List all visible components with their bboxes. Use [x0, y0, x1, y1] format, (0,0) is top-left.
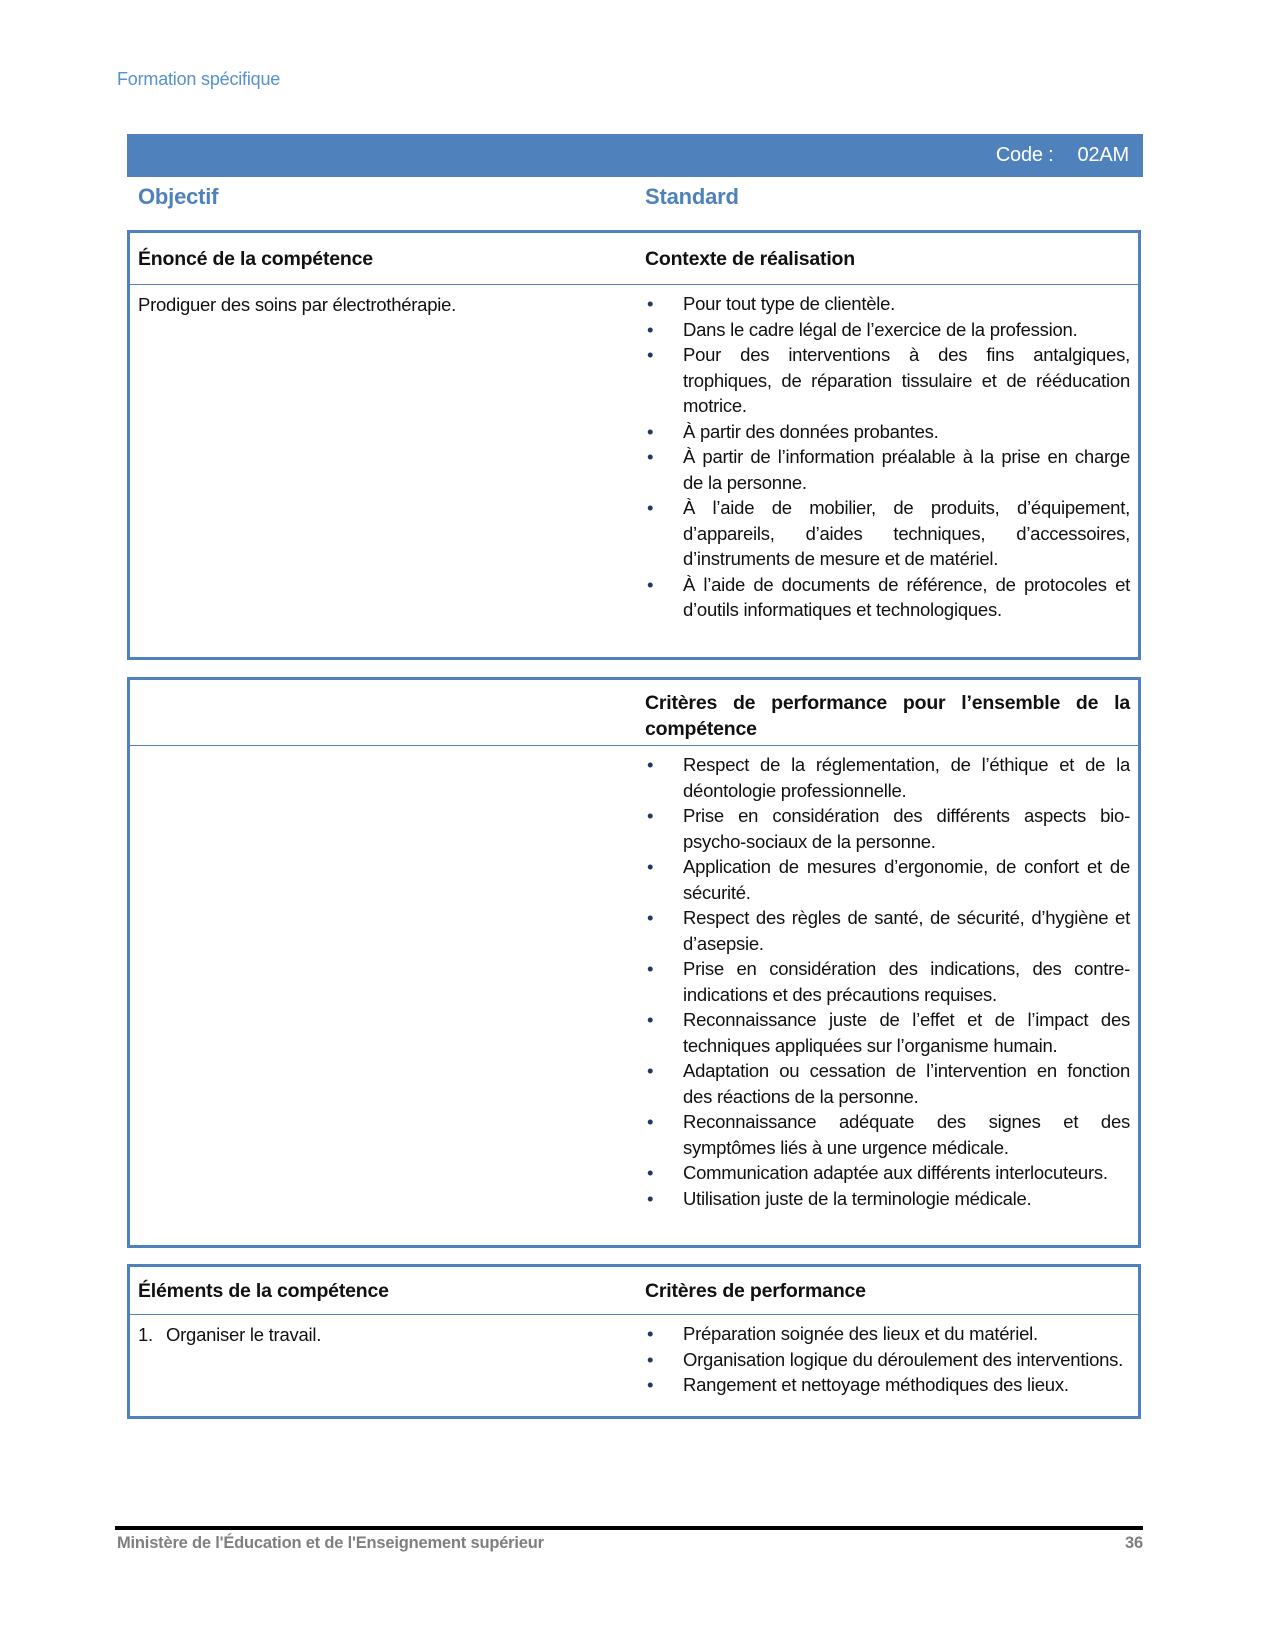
bullet-item: • À l’aide de mobilier, de produits, d’équipement, d’appareils, d’aides techniques, d’accessoires, d’instruments de mesure et de matériel. [645, 495, 1130, 572]
footer-ministry: Ministère de l'Éducation et de l'Enseignement supérieur [117, 1534, 544, 1552]
bullet-item: • À partir de l’information préalable à la prise en charge de la personne. [645, 444, 1130, 495]
bullet-item: • Pour des interventions à des fins antalgiques, trophiques, de réparation tissulaire et de rééducation motrice. [645, 342, 1130, 419]
objectif-title: Objectif [138, 184, 219, 209]
bullet-item: • Prise en considération des différents aspects bio-psycho-sociaux de la personne. [645, 803, 1130, 854]
table-elements-criteres [127, 1264, 1141, 1419]
bullet-item: • Adaptation ou cessation de l’intervention en fonction des réactions de la personne. [645, 1058, 1130, 1109]
criteres-bullet-list [645, 1321, 1130, 1398]
footer-page-number: 36 [1125, 1534, 1143, 1552]
code-band [127, 134, 1143, 177]
contexte-bullet-list [645, 291, 1130, 623]
bullet-item: • À l’aide de documents de référence, de protocoles et d’outils informatiques et technologiques. [645, 572, 1130, 623]
bullet-item: • Rangement et nettoyage méthodiques des lieux. [645, 1372, 1130, 1398]
code-label: Code : [995, 144, 1054, 166]
table3-left-header: Éléments de la compétence [138, 1280, 389, 1302]
table3-right-body [645, 1315, 1138, 1410]
table1-right-body [645, 285, 1138, 635]
table2-right-header: Critères de performance pour l’ensemble de la compétence [645, 692, 1130, 740]
bullet-item: • Reconnaissance juste de l’effet et de l’impact des techniques appliquées sur l’organisme humain. [645, 1007, 1130, 1058]
element-item-1 [138, 1322, 635, 1348]
bullet-item: • Préparation soignée des lieux et du matériel. [645, 1321, 1130, 1347]
column-titles [127, 184, 1141, 210]
bullet-item: • Prise en considération des indications, des contre-indications et des précautions requises. [645, 956, 1130, 1007]
bullet-item: • Respect des règles de santé, de sécurité, d’hygiène et d’asepsie. [645, 905, 1130, 956]
bullet-item: • Organisation logique du déroulement des interventions. [645, 1347, 1130, 1373]
table3-body-row [130, 1315, 1138, 1410]
table1-right-header: Contexte de réalisation [645, 248, 855, 270]
code-value: 02AM [1077, 144, 1129, 166]
table-enonce-contexte [127, 230, 1141, 660]
bullet-item: • Dans le cadre légal de l’exercice de la profession. [645, 317, 1130, 343]
bullet-item: • Communication adaptée aux différents interlocuteurs. [645, 1160, 1130, 1186]
table2-left-header-empty [130, 680, 645, 745]
bullet-item: • Pour tout type de clientèle. [645, 291, 1130, 317]
footer-rule [115, 1526, 1143, 1530]
element-text: Organiser le travail. [166, 1324, 322, 1345]
table3-right-header: Critères de performance [645, 1280, 866, 1302]
table1-header-row [130, 233, 1138, 285]
table2-right-body [645, 746, 1138, 1223]
table1-body-row [130, 285, 1138, 635]
bullet-item: • Utilisation juste de la terminologie médicale. [645, 1186, 1130, 1212]
table2-left-body-empty [130, 746, 645, 1223]
table1-left-header: Énoncé de la compétence [138, 248, 373, 270]
table2-header-row [130, 680, 1138, 746]
table3-header-row [130, 1267, 1138, 1315]
table-criteres-ensemble [127, 677, 1141, 1248]
element-number: 1. [138, 1324, 153, 1345]
section-label: Formation spécifique [117, 69, 281, 89]
table3-left-body [130, 1315, 645, 1410]
table2-body-row [130, 746, 1138, 1223]
standard-title: Standard [645, 184, 739, 209]
footer [115, 1534, 1143, 1553]
bullet-item: • Application de mesures d’ergonomie, de confort et de sécurité. [645, 854, 1130, 905]
criteres-ensemble-bullet-list [645, 752, 1130, 1211]
table1-left-body: Prodiguer des soins par électrothérapie. [138, 294, 457, 315]
bullet-item: • Reconnaissance adéquate des signes et des symptômes liés à une urgence médicale. [645, 1109, 1130, 1160]
bullet-item: • Respect de la réglementation, de l’éthique et de la déontologie professionnelle. [645, 752, 1130, 803]
bullet-item: • À partir des données probantes. [645, 419, 1130, 445]
